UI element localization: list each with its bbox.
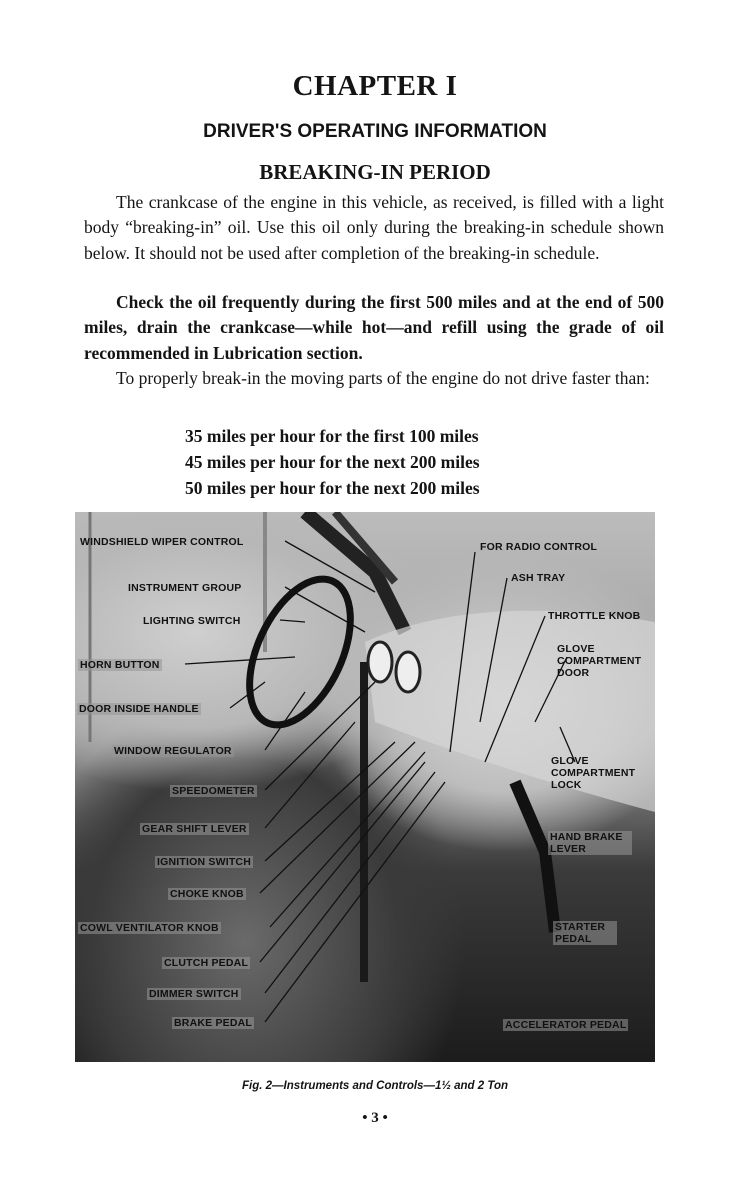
label-cowl-ventilator-knob: COWL VENTILATOR KNOB <box>80 922 219 934</box>
label-ash-tray: ASH TRAY <box>511 572 566 584</box>
label-windshield-wiper-control: WINDSHIELD WIPER CONTROL <box>80 536 244 548</box>
label-door-inside-handle: DOOR INSIDE HANDLE <box>79 703 199 715</box>
label-glove-compartment-door: GLOVE COMPARTMENT DOOR <box>557 643 642 679</box>
label-gear-shift-lever: GEAR SHIFT LEVER <box>142 823 247 835</box>
label-accelerator-pedal: ACCELERATOR PEDAL <box>505 1019 627 1031</box>
paragraph-check-oil: Check the oil frequently during the first 500 miles and at the end of 500 miles, drain the crankcase—while hot—and refill using the grade of oil recommended in Lubrication section. <box>84 292 664 363</box>
paragraph-speed-intro: To properly break-in the moving parts of the engine do not drive faster than: <box>116 368 650 388</box>
label-hand-brake-lever: HAND BRAKE LEVER <box>548 831 632 855</box>
label-for-radio-control: FOR RADIO CONTROL <box>480 541 598 553</box>
instruments-and-controls-photo <box>75 512 655 1062</box>
label-throttle-knob: THROTTLE KNOB <box>548 610 641 622</box>
subsection-heading: BREAKING-IN PERIOD <box>259 160 491 184</box>
label-starter-pedal: STARTER PEDAL <box>553 921 617 945</box>
speed-line: 50 miles per hour for the next 200 miles <box>185 478 480 498</box>
label-clutch-pedal: CLUTCH PEDAL <box>164 957 249 969</box>
paragraph-breaking-in-oil: The crankcase of the engine in this vehicle, as received, is filled with a light body “breaking-in” oil. Use this oil only during the breaking-in schedule shown below. It should not be used after completion of the breaking-in schedule. <box>84 192 664 263</box>
label-horn-button: HORN BUTTON <box>80 659 160 671</box>
label-lighting-switch: LIGHTING SWITCH <box>143 615 241 627</box>
page-number: • 3 • <box>362 1110 388 1126</box>
speed-schedule <box>185 423 480 501</box>
figure-caption: Fig. 2—Instruments and Controls—1½ and 2 Ton <box>241 1080 509 1092</box>
label-choke-knob: CHOKE KNOB <box>170 888 244 900</box>
label-glove-compartment-lock: GLOVE COMPARTMENT LOCK <box>551 755 636 791</box>
chapter-title: CHAPTER I <box>292 70 458 102</box>
label-dimmer-switch: DIMMER SWITCH <box>149 988 239 1000</box>
label-brake-pedal: BRAKE PEDAL <box>174 1017 253 1029</box>
label-speedometer: SPEEDOMETER <box>172 785 255 797</box>
section-heading: DRIVER'S OPERATING INFORMATION <box>203 121 547 142</box>
label-instrument-group: INSTRUMENT GROUP <box>128 582 242 594</box>
steering-wheel <box>229 564 371 741</box>
label-window-regulator: WINDOW REGULATOR <box>114 745 232 757</box>
speed-line: 45 miles per hour for the next 200 miles <box>185 452 480 472</box>
label-ignition-switch: IGNITION SWITCH <box>157 856 251 868</box>
speed-line: 35 miles per hour for the first 100 miles <box>185 426 479 446</box>
